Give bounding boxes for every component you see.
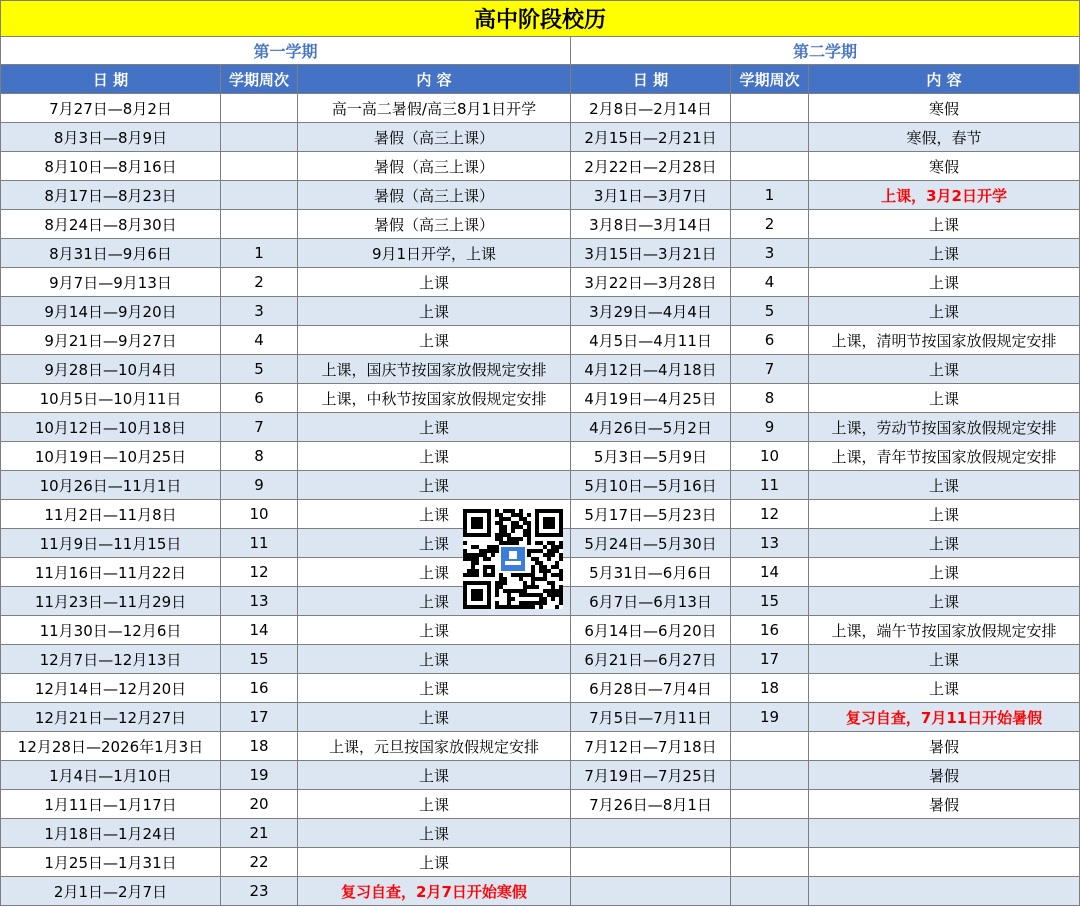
week-number-cell: [221, 123, 298, 152]
table-row: [1, 152, 1080, 181]
week-content-cell: 暑假（高三上课）: [298, 123, 571, 152]
week-content-cell: 暑假: [809, 732, 1080, 761]
week-content-cell: 上课: [809, 210, 1080, 239]
column-header-week: 学期周次: [221, 65, 298, 94]
week-date-cell: 4月12日—4月18日: [571, 355, 731, 384]
week-number-cell: [731, 819, 809, 848]
week-number-cell: 6: [731, 326, 809, 355]
semester-2-heading: 第二学期: [571, 37, 1080, 65]
week-number-cell: 14: [731, 558, 809, 587]
week-content-cell: 高一高二暑假/高三8月1日开学: [298, 94, 571, 123]
week-number-cell: 11: [731, 471, 809, 500]
week-number-cell: 19: [221, 761, 298, 790]
week-date-cell: 10月26日—11月1日: [1, 471, 221, 500]
week-date-cell: 11月23日—11月29日: [1, 587, 221, 616]
calendar-body: [1, 94, 1080, 906]
week-number-cell: 15: [731, 587, 809, 616]
week-date-cell: 12月28日—2026年1月3日: [1, 732, 221, 761]
week-content-cell: 上课: [298, 297, 571, 326]
week-content-cell: 上课: [298, 500, 571, 529]
week-date-cell: 2月15日—2月21日: [571, 123, 731, 152]
week-content-cell: [809, 819, 1080, 848]
week-number-cell: 14: [221, 616, 298, 645]
table-row: [1, 645, 1080, 674]
table-row: [1, 732, 1080, 761]
week-content-cell: 上课: [809, 529, 1080, 558]
semester-1-heading: 第一学期: [1, 37, 571, 65]
week-number-cell: [221, 181, 298, 210]
week-number-cell: 17: [731, 645, 809, 674]
week-number-cell: 9: [221, 471, 298, 500]
week-date-cell: 11月9日—11月15日: [1, 529, 221, 558]
week-content-cell: 上课，青年节按国家放假规定安排: [809, 442, 1080, 471]
week-number-cell: 12: [731, 500, 809, 529]
column-header-week: 学期周次: [731, 65, 809, 94]
week-date-cell: 9月21日—9月27日: [1, 326, 221, 355]
week-content-cell: 上课: [298, 529, 571, 558]
table-row: [1, 413, 1080, 442]
week-number-cell: 4: [221, 326, 298, 355]
week-number-cell: [731, 848, 809, 877]
week-number-cell: 6: [221, 384, 298, 413]
week-content-cell: 上课: [809, 674, 1080, 703]
table-row: [1, 123, 1080, 152]
week-content-cell: 上课，中秋节按国家放假规定安排: [298, 384, 571, 413]
week-content-cell: 上课: [298, 674, 571, 703]
week-date-cell: 5月10日—5月16日: [571, 471, 731, 500]
week-number-cell: 1: [731, 181, 809, 210]
week-content-cell: 上课: [298, 558, 571, 587]
week-number-cell: [731, 877, 809, 906]
week-date-cell: 12月14日—12月20日: [1, 674, 221, 703]
table-row: [1, 674, 1080, 703]
table-row: [1, 181, 1080, 210]
week-number-cell: 3: [731, 239, 809, 268]
week-number-cell: 5: [221, 355, 298, 384]
week-number-cell: [731, 732, 809, 761]
week-number-cell: 4: [731, 268, 809, 297]
week-number-cell: 21: [221, 819, 298, 848]
week-date-cell: [571, 877, 731, 906]
week-content-cell: 上课: [809, 239, 1080, 268]
week-date-cell: 7月27日—8月2日: [1, 94, 221, 123]
week-number-cell: 9: [731, 413, 809, 442]
week-content-cell: 上课: [298, 442, 571, 471]
week-number-cell: 8: [731, 384, 809, 413]
week-number-cell: 3: [221, 297, 298, 326]
week-content-cell: 暑假: [809, 761, 1080, 790]
week-date-cell: 2月8日—2月14日: [571, 94, 731, 123]
week-date-cell: 8月31日—9月6日: [1, 239, 221, 268]
table-row: [1, 94, 1080, 123]
week-content-cell: 上课，劳动节按国家放假规定安排: [809, 413, 1080, 442]
week-content-cell: 上课: [298, 268, 571, 297]
table-row: [1, 848, 1080, 877]
week-date-cell: 8月17日—8月23日: [1, 181, 221, 210]
week-content-cell: 上课，清明节按国家放假规定安排: [809, 326, 1080, 355]
week-content-cell: 暑假（高三上课）: [298, 181, 571, 210]
week-content-cell: 暑假: [809, 790, 1080, 819]
week-date-cell: 6月21日—6月27日: [571, 645, 731, 674]
week-content-cell: 上课: [809, 355, 1080, 384]
week-number-cell: [731, 94, 809, 123]
week-content-cell: 上课: [298, 848, 571, 877]
week-content-cell: 复习自查，2月7日开始寒假: [298, 877, 571, 906]
week-date-cell: 3月15日—3月21日: [571, 239, 731, 268]
week-content-cell: 上课，端午节按国家放假规定安排: [809, 616, 1080, 645]
week-content-cell: 上课: [298, 790, 571, 819]
week-date-cell: 4月19日—4月25日: [571, 384, 731, 413]
week-number-cell: 23: [221, 877, 298, 906]
week-number-cell: 16: [221, 674, 298, 703]
week-content-cell: 寒假: [809, 94, 1080, 123]
table-row: [1, 703, 1080, 732]
week-date-cell: 9月14日—9月20日: [1, 297, 221, 326]
week-content-cell: 上课: [298, 587, 571, 616]
week-number-cell: [731, 761, 809, 790]
week-content-cell: 寒假，春节: [809, 123, 1080, 152]
week-date-cell: 11月2日—11月8日: [1, 500, 221, 529]
week-content-cell: 上课: [298, 326, 571, 355]
week-date-cell: 10月5日—10月11日: [1, 384, 221, 413]
week-number-cell: 17: [221, 703, 298, 732]
week-date-cell: 1月25日—1月31日: [1, 848, 221, 877]
week-date-cell: [571, 819, 731, 848]
week-content-cell: 上课: [809, 587, 1080, 616]
week-content-cell: 上课: [809, 471, 1080, 500]
week-date-cell: 3月8日—3月14日: [571, 210, 731, 239]
week-content-cell: 上课: [298, 471, 571, 500]
week-number-cell: 18: [221, 732, 298, 761]
week-content-cell: 上课，3月2日开学: [809, 181, 1080, 210]
week-date-cell: 8月3日—8月9日: [1, 123, 221, 152]
week-number-cell: 13: [221, 587, 298, 616]
week-content-cell: 上课，元旦按国家放假规定安排: [298, 732, 571, 761]
week-number-cell: 2: [221, 268, 298, 297]
table-row: [1, 297, 1080, 326]
week-number-cell: 20: [221, 790, 298, 819]
week-number-cell: 2: [731, 210, 809, 239]
table-row: [1, 819, 1080, 848]
table-row: [1, 210, 1080, 239]
week-number-cell: 5: [731, 297, 809, 326]
week-content-cell: 上课: [809, 268, 1080, 297]
week-content-cell: 9月1日开学，上课: [298, 239, 571, 268]
week-date-cell: 6月14日—6月20日: [571, 616, 731, 645]
week-number-cell: 18: [731, 674, 809, 703]
week-number-cell: 12: [221, 558, 298, 587]
week-number-cell: 10: [221, 500, 298, 529]
week-number-cell: 7: [731, 355, 809, 384]
week-date-cell: 9月7日—9月13日: [1, 268, 221, 297]
week-number-cell: [221, 210, 298, 239]
week-date-cell: 4月26日—5月2日: [571, 413, 731, 442]
week-content-cell: 上课: [298, 645, 571, 674]
week-content-cell: 上课: [298, 703, 571, 732]
week-date-cell: 8月10日—8月16日: [1, 152, 221, 181]
column-header-content: 内 容: [298, 65, 571, 94]
week-number-cell: 8: [221, 442, 298, 471]
week-number-cell: 15: [221, 645, 298, 674]
week-date-cell: 2月22日—2月28日: [571, 152, 731, 181]
column-header-date: 日 期: [571, 65, 731, 94]
table-row: [1, 616, 1080, 645]
week-date-cell: 11月16日—11月22日: [1, 558, 221, 587]
week-date-cell: 3月1日—3月7日: [571, 181, 731, 210]
week-content-cell: [809, 877, 1080, 906]
week-date-cell: 6月28日—7月4日: [571, 674, 731, 703]
week-content-cell: 上课: [298, 819, 571, 848]
week-date-cell: 5月3日—5月9日: [571, 442, 731, 471]
week-date-cell: 3月22日—3月28日: [571, 268, 731, 297]
week-date-cell: 7月12日—7月18日: [571, 732, 731, 761]
week-content-cell: 寒假: [809, 152, 1080, 181]
week-date-cell: 12月21日—12月27日: [1, 703, 221, 732]
week-content-cell: 上课，国庆节按国家放假规定安排: [298, 355, 571, 384]
table-row: [1, 761, 1080, 790]
week-number-cell: 22: [221, 848, 298, 877]
week-content-cell: 上课: [809, 297, 1080, 326]
week-content-cell: 上课: [809, 500, 1080, 529]
calendar-title: 高中阶段校历: [1, 1, 1080, 37]
week-number-cell: 1: [221, 239, 298, 268]
week-date-cell: 2月1日—2月7日: [1, 877, 221, 906]
week-date-cell: 11月30日—12月6日: [1, 616, 221, 645]
week-number-cell: 13: [731, 529, 809, 558]
week-number-cell: 19: [731, 703, 809, 732]
week-date-cell: 5月24日—5月30日: [571, 529, 731, 558]
week-content-cell: 上课: [809, 645, 1080, 674]
week-number-cell: 11: [221, 529, 298, 558]
week-content-cell: 上课: [809, 558, 1080, 587]
week-date-cell: [571, 848, 731, 877]
week-number-cell: 16: [731, 616, 809, 645]
week-content-cell: 暑假（高三上课）: [298, 152, 571, 181]
week-date-cell: 1月4日—1月10日: [1, 761, 221, 790]
week-date-cell: 7月5日—7月11日: [571, 703, 731, 732]
table-row: [1, 268, 1080, 297]
table-row: [1, 355, 1080, 384]
table-row: [1, 442, 1080, 471]
week-number-cell: [221, 152, 298, 181]
week-number-cell: [731, 790, 809, 819]
week-content-cell: 上课: [298, 616, 571, 645]
table-row: [1, 877, 1080, 906]
week-number-cell: [221, 94, 298, 123]
week-content-cell: 上课: [298, 413, 571, 442]
table-row: [1, 384, 1080, 413]
week-date-cell: 10月19日—10月25日: [1, 442, 221, 471]
week-number-cell: 7: [221, 413, 298, 442]
week-date-cell: 12月7日—12月13日: [1, 645, 221, 674]
table-row: [1, 239, 1080, 268]
column-header-content: 内 容: [809, 65, 1080, 94]
week-date-cell: 8月24日—8月30日: [1, 210, 221, 239]
table-row: [1, 471, 1080, 500]
week-date-cell: 9月28日—10月4日: [1, 355, 221, 384]
week-date-cell: 5月17日—5月23日: [571, 500, 731, 529]
week-date-cell: 7月19日—7月25日: [571, 761, 731, 790]
table-row: [1, 790, 1080, 819]
qr-code-image: [463, 509, 563, 609]
week-date-cell: 5月31日—6月6日: [571, 558, 731, 587]
column-header-date: 日 期: [1, 65, 221, 94]
week-date-cell: 1月11日—1月17日: [1, 790, 221, 819]
week-content-cell: 上课: [298, 761, 571, 790]
week-number-cell: [731, 152, 809, 181]
week-date-cell: 6月7日—6月13日: [571, 587, 731, 616]
week-number-cell: 10: [731, 442, 809, 471]
week-date-cell: 10月12日—10月18日: [1, 413, 221, 442]
week-date-cell: 1月18日—1月24日: [1, 819, 221, 848]
week-content-cell: 暑假（高三上课）: [298, 210, 571, 239]
week-date-cell: 4月5日—4月11日: [571, 326, 731, 355]
table-row: [1, 326, 1080, 355]
week-content-cell: [809, 848, 1080, 877]
week-content-cell: 上课: [809, 384, 1080, 413]
week-date-cell: 7月26日—8月1日: [571, 790, 731, 819]
week-number-cell: [731, 123, 809, 152]
week-date-cell: 3月29日—4月4日: [571, 297, 731, 326]
week-content-cell: 复习自查，7月11日开始暑假: [809, 703, 1080, 732]
